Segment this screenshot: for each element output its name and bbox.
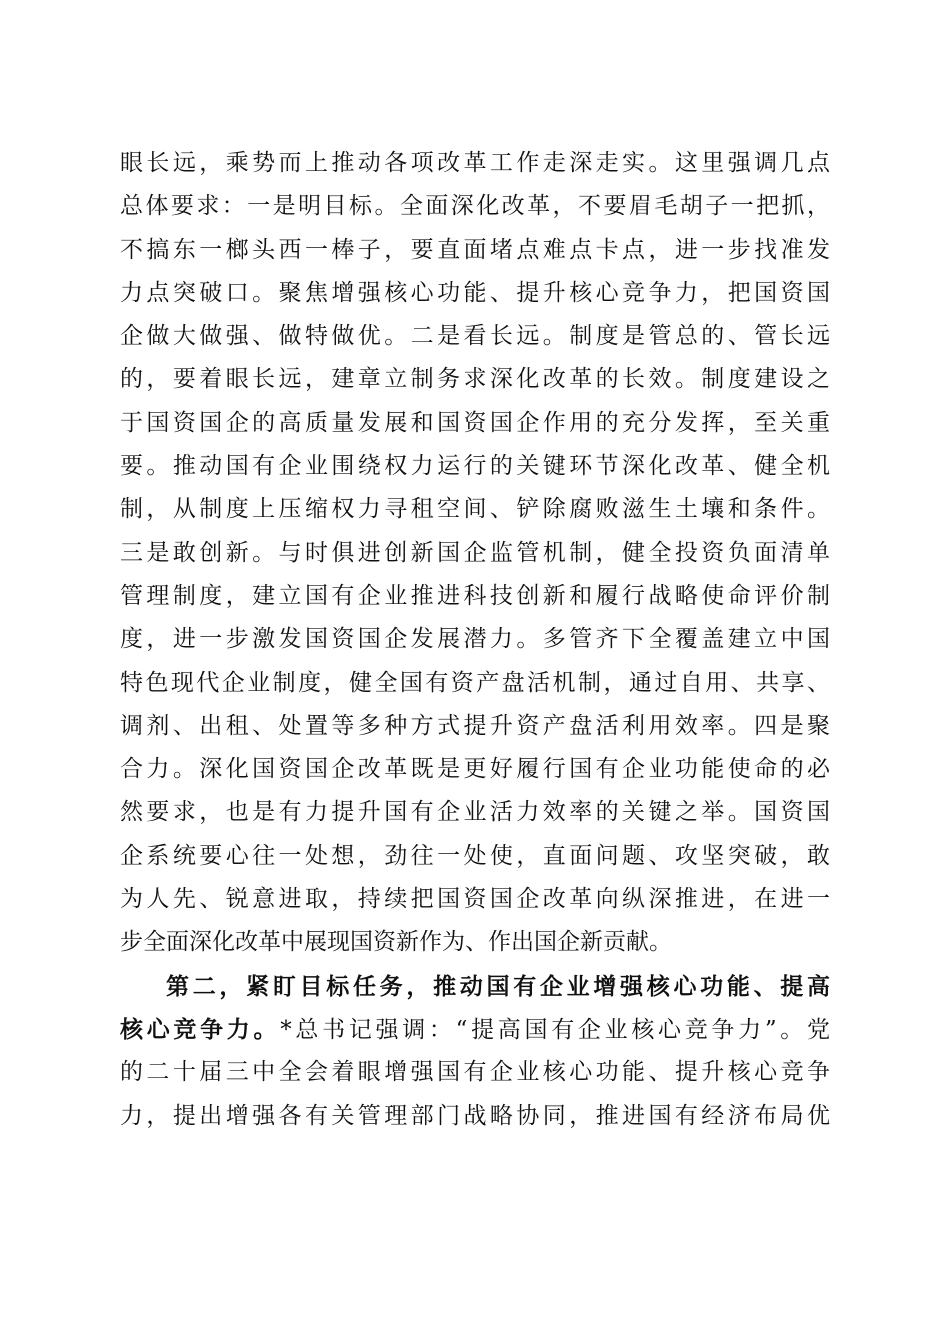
- text-line: 总体要求：一是明目标。全面深化改革，不要眉毛胡子一把抓，: [120, 193, 830, 220]
- text-line: 为人先、锐意进取，持续把国资国企改革向纵深推进，在进一: [120, 886, 830, 913]
- text-line: 调剂、出租、处置等多种方式提升资产盘活利用效率。四是聚: [120, 712, 830, 739]
- text-line: 制，从制度上压缩权力寻租空间、铲除腐败滋生土壤和条件。: [120, 496, 830, 523]
- text-line: 的二十届三中全会着眼增强国有企业核心功能、提升核心竞争: [120, 1059, 830, 1086]
- text-line: 的，要着眼长远，建章立制务求深化改革的长效。制度建设之: [120, 366, 830, 393]
- section-heading-end: 核心竞争力。: [120, 1015, 281, 1043]
- section-heading-line: 第二，紧盯目标任务，推动国有企业增强核心功能、提高: [166, 972, 830, 1000]
- text-line: 要。推动国有企业围绕权力运行的关键环节深化改革、健全机: [120, 453, 830, 480]
- text-line: 于国资国企的高质量发展和国资国企作用的充分发挥，至关重: [120, 409, 830, 436]
- text-line: 企系统要心往一处想，劲往一处使，直面问题、攻坚突破，敢: [120, 842, 830, 869]
- text-line: 然要求，也是有力提升国有企业活力效率的关键之举。国资国: [120, 799, 830, 826]
- body-text: [120, 142, 830, 1138]
- text-line: [120, 1008, 830, 1051]
- text-line: 步全面深化改革中展现国资新作为、作出国企新贡献。: [120, 929, 672, 956]
- text-line: 力，提出增强各有关管理部门战略协同，推进国有经济布局优: [120, 1102, 830, 1129]
- text-line: 不搞东一榔头西一棒子，要直面堵点难点卡点，进一步找准发: [120, 236, 830, 263]
- text-line: 特色现代企业制度，健全国有资产盘活机制，通过自用、共享、: [120, 669, 830, 696]
- text-line: 企做大做强、做特做优。二是看长远。制度是管总的、管长远: [120, 323, 830, 350]
- text-span: *总书记强调：“提高国有企业核心竞争力”。党: [280, 1016, 830, 1043]
- text-line: 三是敢创新。与时俱进创新国企监管机制，健全投资负面清单: [120, 539, 830, 566]
- text-line: 管理制度，建立国有企业推进科技创新和履行战略使命评价制: [120, 582, 830, 609]
- text-line: 合力。深化国资国企改革既是更好履行国有企业功能使命的必: [120, 756, 830, 783]
- text-line: 力点突破口。聚焦增强核心功能、提升核心竞争力，把国资国: [120, 279, 830, 306]
- text-line: 度，进一步激发国资国企发展潜力。多管齐下全覆盖建立中国: [120, 626, 830, 653]
- text-line: 眼长远，乘势而上推动各项改革工作走深走实。这里强调几点: [120, 150, 830, 176]
